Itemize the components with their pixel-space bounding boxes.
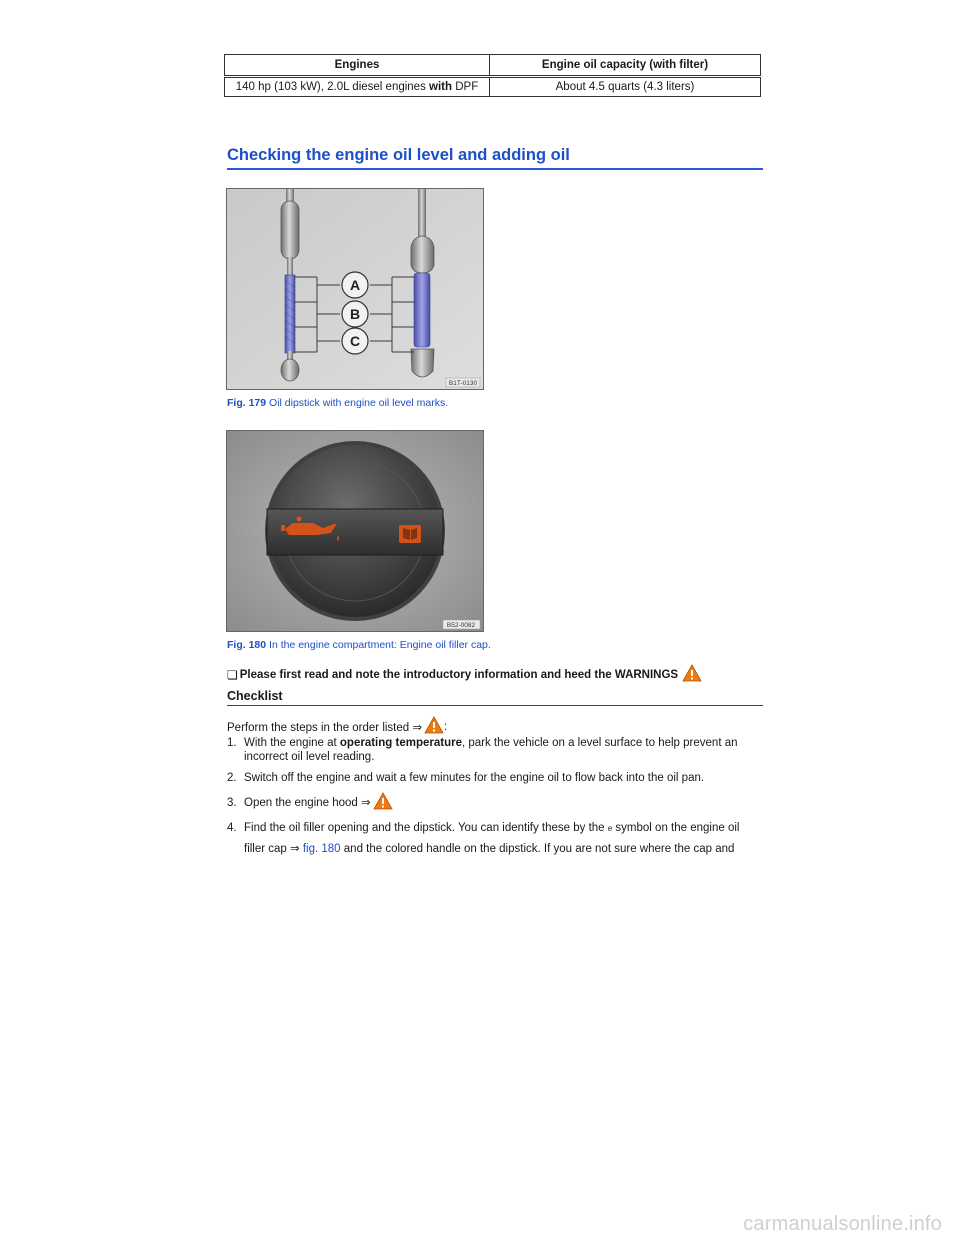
intro-notice xyxy=(227,664,702,685)
caption-text: Oil dipstick with engine oil level marks. xyxy=(266,397,449,409)
step-number: 3. xyxy=(227,797,237,809)
figure-code: B1T-0130 xyxy=(448,380,478,387)
warning-triangle-icon[interactable] xyxy=(373,792,393,814)
checklist-steps xyxy=(227,736,757,866)
figure-180-caption xyxy=(227,639,491,651)
step-text xyxy=(244,818,757,859)
checklist-heading: Checklist xyxy=(227,689,763,706)
svg-text:B: B xyxy=(349,306,361,322)
table-header-engines: Engines xyxy=(225,55,490,77)
dipstick-illustration xyxy=(227,189,483,389)
level-mark-b xyxy=(342,301,368,327)
step-text xyxy=(244,736,757,764)
step-text-part: symbol on the engine oil filler cap ⇒ xyxy=(244,822,740,855)
lead-text: Perform the steps in the order listed ⇒ xyxy=(227,721,423,734)
list-item xyxy=(227,736,757,764)
level-mark-a xyxy=(342,272,368,298)
section-title: Checking the engine oil level and adding oil xyxy=(227,146,763,170)
engine-text-suffix: DPF xyxy=(452,81,479,93)
figure-179-caption xyxy=(227,397,448,409)
warning-triangle-icon[interactable] xyxy=(424,716,444,737)
figure-oil-cap xyxy=(226,430,484,632)
list-item xyxy=(227,792,757,814)
step-text-part: Find the oil filler opening and the dipstick. You can identify these by the xyxy=(244,822,608,834)
lead-suffix: : xyxy=(444,720,448,733)
caption-text: In the engine compartment: Engine oil filler cap. xyxy=(266,639,491,651)
list-item xyxy=(227,818,757,859)
step-number: 2. xyxy=(227,772,237,784)
engine-text-bold: with xyxy=(429,81,453,93)
step-number: 4. xyxy=(227,822,237,834)
oil-capacity-table xyxy=(224,54,761,97)
checklist-lead xyxy=(227,716,447,737)
level-mark-c xyxy=(342,328,368,354)
warning-triangle-icon[interactable] xyxy=(682,664,702,685)
svg-text:A: A xyxy=(349,277,361,293)
svg-text:C: C xyxy=(349,333,361,349)
step-text-part: , park the vehicle on a level surface to help prevent an incorrect oil level reading. xyxy=(244,737,738,763)
capacity-cell: About 4.5 quarts (4.3 liters) xyxy=(490,77,761,97)
step-text-part: and the colored handle on the dipstick. If you are not sure where the cap and xyxy=(340,843,735,855)
figure-link[interactable]: fig. 180 xyxy=(302,843,341,855)
step-text xyxy=(244,792,757,814)
figure-code: B52-0082 xyxy=(446,622,476,629)
watermark: carmanualsonline.info xyxy=(743,1213,942,1235)
figure-number: Fig. 179 xyxy=(227,397,267,409)
list-item xyxy=(227,771,757,785)
table-row xyxy=(225,77,761,97)
table-header-capacity: Engine oil capacity (with filter) xyxy=(490,55,761,77)
step-text-part: Open the engine hood ⇒ xyxy=(244,797,371,809)
engine-text: 140 hp (103 kW), 2.0L diesel engines xyxy=(235,81,430,93)
oil-symbol-glyph: e xyxy=(607,824,613,833)
step-number: 1. xyxy=(227,737,237,749)
oil-cap-illustration xyxy=(227,431,483,631)
figure-number: Fig. 180 xyxy=(227,639,267,651)
book-icon: ❏ xyxy=(227,667,238,682)
manual-book-icon xyxy=(399,525,421,543)
step-text-bold: operating temperature xyxy=(339,737,462,749)
engine-cell xyxy=(225,77,490,97)
figure-dipstick xyxy=(226,188,484,390)
step-text-part: With the engine at xyxy=(244,737,340,749)
intro-text: Please first read and note the introductory information and heed the WARNINGS xyxy=(239,668,679,681)
step-text: Switch off the engine and wait a few minutes for the engine oil to flow back into the oil pan. xyxy=(244,772,705,784)
